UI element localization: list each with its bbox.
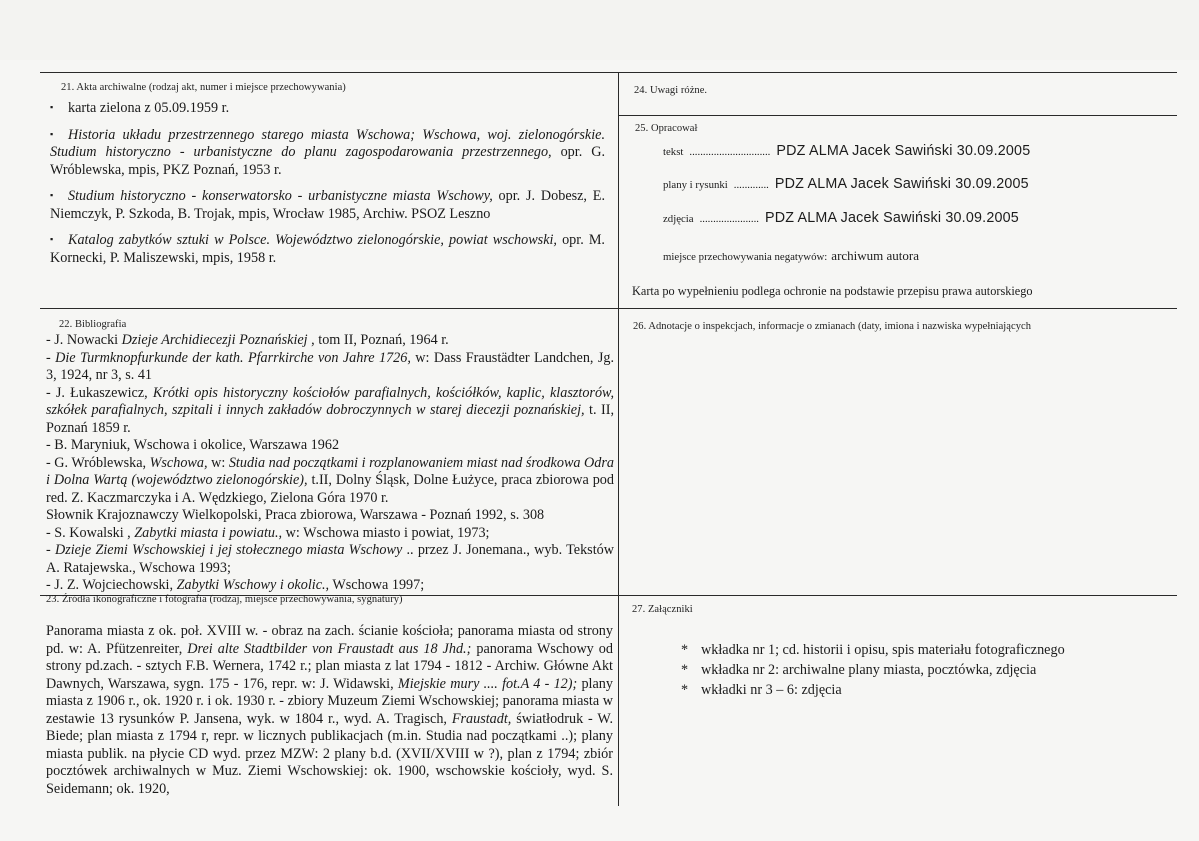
section27-heading: 27. Załączniki xyxy=(632,604,693,615)
copyright-note: Karta po wypełnieniu podlega ochronie na podstawie przepisu prawa autorskiego xyxy=(632,284,1033,298)
author-value: PDZ ALMA Jacek Sawiński 30.09.2005 xyxy=(776,143,1031,159)
bib-entry: Słownik Krajoznawczy Wielkopolski, Praca zbiorowa, Warszawa - Poznań 1992, s. 308 xyxy=(46,507,545,523)
negatives-location: miejsce przechowywania negatywów: archiwum autora xyxy=(663,248,920,263)
archival-item: ▪ Historia układu przestrzennego starego miasta Wschowa; Wschowa, woj. zielonogórskie. Studium historyczno - urbanistyczne do planu zagospodarowania przestrzennego, opr. G. Wróblewska, mpis, PKZ Poznań, 1953 r. xyxy=(50,126,605,178)
attachment-item: * wkładka nr 2: archiwalne plany miasta, pocztówka, zdjęcia xyxy=(681,662,1037,678)
asterisk-icon: * xyxy=(681,642,689,658)
bullet-icon: ▪ xyxy=(50,128,54,139)
attachments-list xyxy=(681,640,1065,700)
bib-entry: - Dzieje Ziemi Wschowskiej i jej stołecznego miasta Wschowy .. przez J. Jonemana., wyb. Tekstów A. Ratajewska., Wschowa 1993; xyxy=(46,542,614,576)
form-card xyxy=(40,72,1177,806)
section22-heading: 22. Bibliografia xyxy=(59,319,127,330)
prepared-row-photos: zdjęcia ...................... PDZ ALMA Jacek Sawiński 30.09.2005 xyxy=(663,210,1019,226)
section-prepared-by xyxy=(618,115,1177,308)
page-margin-top xyxy=(0,0,1199,60)
bib-entry: - J. Nowacki Dzieje Archidiecezji Poznańskiej , tom II, Poznań, 1964 r. xyxy=(46,332,449,348)
rule-row1 xyxy=(40,308,1177,309)
prepared-row-plans: plany i rysunki ............. PDZ ALMA Jacek Sawiński 30.09.2005 xyxy=(663,176,1029,192)
section26-heading: 26. Adnotacje o inspekcjach, informacje o zmianach (daty, imiona i nazwiska wypełniających xyxy=(633,321,1032,332)
section24-heading: 24. Uwagi różne. xyxy=(634,85,708,96)
bib-entry: - B. Maryniuk, Wschowa i okolice, Warszawa 1962 xyxy=(46,437,340,453)
section-attachments xyxy=(618,595,1177,806)
archival-item: ▪ Katalog zabytków sztuki w Polsce. Województwo zielonogórskie, powiat wschowski, opr. M. Kornecki, P. Maliszewski, mpis, 1958 r. xyxy=(50,232,605,266)
bib-entry: - J. Łukaszewicz, Krótki opis historyczny kościołów parafialnych, kościółków, kaplic, klasztorów, szkółek parafialnych, szpitali i innych zakładów dobroczynnych w starej diecezji poznańskiej, t. II, Poznań 1859 r. xyxy=(46,384,614,436)
section21-heading: 21. Akta archiwalne (rodzaj akt, numer i miejsce przechowywania) xyxy=(61,82,346,93)
rule-top xyxy=(40,72,1177,73)
section23-heading: 23. Źródła ikonograficzne i fotografia (rodzaj, miejsce przechowywania, sygnatury) xyxy=(46,594,403,605)
section21-list xyxy=(50,99,605,275)
section25-heading: 25. Opracował xyxy=(635,123,698,134)
asterisk-icon: * xyxy=(681,682,689,698)
iconographic-text: Panorama miasta z ok. poł. XVIII w. - obraz na zach. ścianie kościoła; panorama miasta od strony pd. w: A. Pfützenreiter, Drei alte Stadtbilder von Fraustadt aus 18 Jhd.; panorama Wschowy od strony pd.zach. - sztych F.B. Wernera, 1742 r.; plan miasta z lat 1794 - 1812 - Archiw. Główne Akt Dawnych, Warszawa, sygn. 175 - 176, repr. w: J. Widawski, Miejskie mury .... fot.A 4 - 12); plany miasta z 1906 r., ok. 1920 r. i ok. 1930 r. - zbiory Muzeum Ziemi Wschowskiej; panorama miasta w zestawie 13 rysunków P. Jansena, wyk. w 1804 r., wyd. A. Tragisch, Fraustadt, światłodruk - W. Biede; plan miasta z 1794 r, repr. w licznych publikacjach (m.in. Studia nad początkami ..); plany miasta publik. na płycie CD wyd. przez MZW: 2 plany b.d. (XVII/XVIII w ?), plan z 1794; zbiór pocztówek archiwalnych w Muz. Ziemi Wschowskiej: ok. 1900, wschowskie kościoły, wyd. S. Seidemann; ok. 1920, xyxy=(46,623,613,797)
bullet-icon: ▪ xyxy=(50,234,54,244)
author-value: PDZ ALMA Jacek Sawiński 30.09.2005 xyxy=(764,210,1019,226)
asterisk-icon: * xyxy=(681,662,689,678)
prepared-row-text: tekst .............................. PDZ ALMA Jacek Sawiński 30.09.2005 xyxy=(663,143,1031,159)
archival-item: ▪ karta zielona z 05.09.1959 r. xyxy=(50,100,230,116)
bibliography-list xyxy=(46,332,614,595)
bullet-icon: ▪ xyxy=(50,190,54,200)
attachment-item: * wkładki nr 3 – 6: zdjęcia xyxy=(681,682,842,698)
archival-item: ▪ Studium historyczno - konserwatorsko - urbanistyczne miasta Wschowy, opr. J. Dobesz, E. Niemczyk, P. Szkoda, B. Trojak, mpis, Wrocław 1985, Archiw. PSOZ Leszno xyxy=(50,188,605,222)
bib-entry: - S. Kowalski , Zabytki miasta i powiatu., w: Wschowa miasto i powiat, 1973; xyxy=(46,524,490,541)
attachment-item: * wkładka nr 1; cd. historii i opisu, spis materiału fotograficznego xyxy=(681,642,1065,658)
bullet-icon: ▪ xyxy=(50,102,54,112)
author-value: PDZ ALMA Jacek Sawiński 30.09.2005 xyxy=(774,176,1029,192)
bib-entry: - Die Turmknopfurkunde der kath. Pfarrkirche von Jahre 1726, w: Dass Fraustädter Landchen, Jg. 3, 1924, nr 3, s. 41 xyxy=(46,349,614,383)
bib-entry: - J. Z. Wojciechowski, Zabytki Wschowy i okolic., Wschowa 1997; xyxy=(46,577,425,593)
bib-entry: - G. Wróblewska, Wschowa, w: Studia nad początkami i rozplanowaniem miast nad środkowa Odra i Dolna Wartą (województwo zielonogórskie), t.II, Dolny Śląsk, Dolne Łużyce, praca zbiorowa pod red. Z. Kaczmarczyka i A. Wędzkiego, Zielona Góra 1970 r. xyxy=(46,454,615,506)
